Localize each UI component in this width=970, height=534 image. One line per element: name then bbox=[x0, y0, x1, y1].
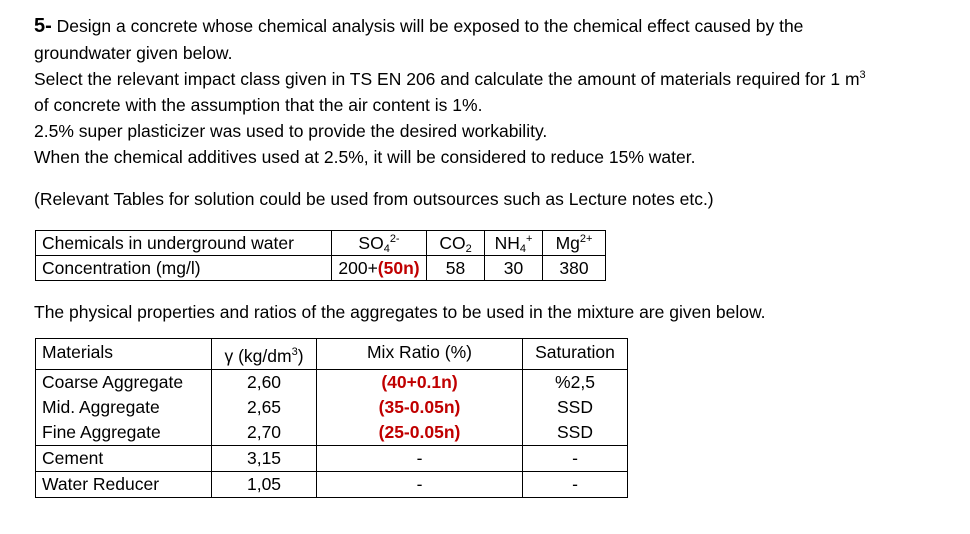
concentration-row bbox=[36, 256, 606, 281]
physical-intro: The physical properties and ratios of the aggregates to be used in the mixture are given below. bbox=[34, 302, 766, 322]
nh4-header: $NH_4^+$ bbox=[485, 231, 543, 256]
saturation-header: Saturation bbox=[523, 339, 628, 370]
material-name: Cement bbox=[36, 446, 212, 472]
co2-header: $CO_2$ bbox=[427, 231, 485, 256]
material-saturation: - bbox=[523, 472, 628, 498]
chemicals-label: Chemicals in underground water bbox=[36, 231, 332, 256]
question-number: 5- bbox=[34, 15, 52, 37]
material-gamma: 2,65 bbox=[212, 395, 317, 420]
co2-value: 58 bbox=[427, 256, 485, 281]
material-gamma: 1,05 bbox=[212, 472, 317, 498]
material-saturation: SSD bbox=[523, 395, 628, 420]
chemicals-table bbox=[35, 230, 606, 281]
material-ratio: (35-0.05n) bbox=[317, 395, 523, 420]
materials-table bbox=[35, 338, 628, 498]
table-row bbox=[36, 370, 628, 396]
material-saturation: %2,5 bbox=[523, 370, 628, 396]
so4-header: $SO_4^{2-}$ bbox=[332, 231, 427, 256]
material-ratio: (25-0.05n) bbox=[317, 420, 523, 446]
mg-value: 380 bbox=[543, 256, 606, 281]
materials-header: Materials bbox=[36, 339, 212, 370]
material-ratio: - bbox=[317, 446, 523, 472]
table-row bbox=[36, 395, 628, 420]
material-name: Mid. Aggregate bbox=[36, 395, 212, 420]
chemicals-header-row bbox=[36, 231, 606, 256]
question-line-4: of concrete with the assumption that the air content is 1%. bbox=[34, 95, 483, 115]
table-row bbox=[36, 420, 628, 446]
gamma-header: γ $(kg/dm^3)$ bbox=[212, 339, 317, 370]
mix-ratio-header: Mix Ratio (%) bbox=[317, 339, 523, 370]
material-gamma: 2,60 bbox=[212, 370, 317, 396]
material-name: Fine Aggregate bbox=[36, 420, 212, 446]
question-line-5: 2.5% super plasticizer was used to provide the desired workability. bbox=[34, 121, 548, 141]
question-line-1 bbox=[34, 13, 803, 39]
question-text-1: Design a concrete whose chemical analysis will be exposed to the chemical effect caused by the bbox=[51, 16, 804, 36]
material-ratio: (40+0.1n) bbox=[317, 370, 523, 396]
material-name: Water Reducer bbox=[36, 472, 212, 498]
table-row bbox=[36, 472, 628, 498]
question-line-6: When the chemical additives used at 2.5%, it will be considered to reduce 15% water. bbox=[34, 147, 696, 167]
material-ratio: - bbox=[317, 472, 523, 498]
concentration-label: Concentration (mg/l) bbox=[36, 256, 332, 281]
material-gamma: 3,15 bbox=[212, 446, 317, 472]
table-row bbox=[36, 446, 628, 472]
materials-header-row bbox=[36, 339, 628, 370]
cubic-superscript: 3 bbox=[859, 69, 866, 81]
material-saturation: SSD bbox=[523, 420, 628, 446]
material-name: Coarse Aggregate bbox=[36, 370, 212, 396]
material-saturation: - bbox=[523, 446, 628, 472]
question-line-3 bbox=[34, 66, 866, 92]
nh4-value: 30 bbox=[485, 256, 543, 281]
question-note: (Relevant Tables for solution could be used from outsources such as Lecture notes etc.) bbox=[34, 189, 714, 209]
mg-header: $Mg^{2+}$ bbox=[543, 231, 606, 256]
question-line-2: groundwater given below. bbox=[34, 43, 233, 63]
material-gamma: 2,70 bbox=[212, 420, 317, 446]
question-text-3: Select the relevant impact class given in TS EN 206 and calculate the amount of materials required for 1 m bbox=[34, 69, 860, 89]
so4-value: 200+(50n) bbox=[332, 256, 427, 281]
